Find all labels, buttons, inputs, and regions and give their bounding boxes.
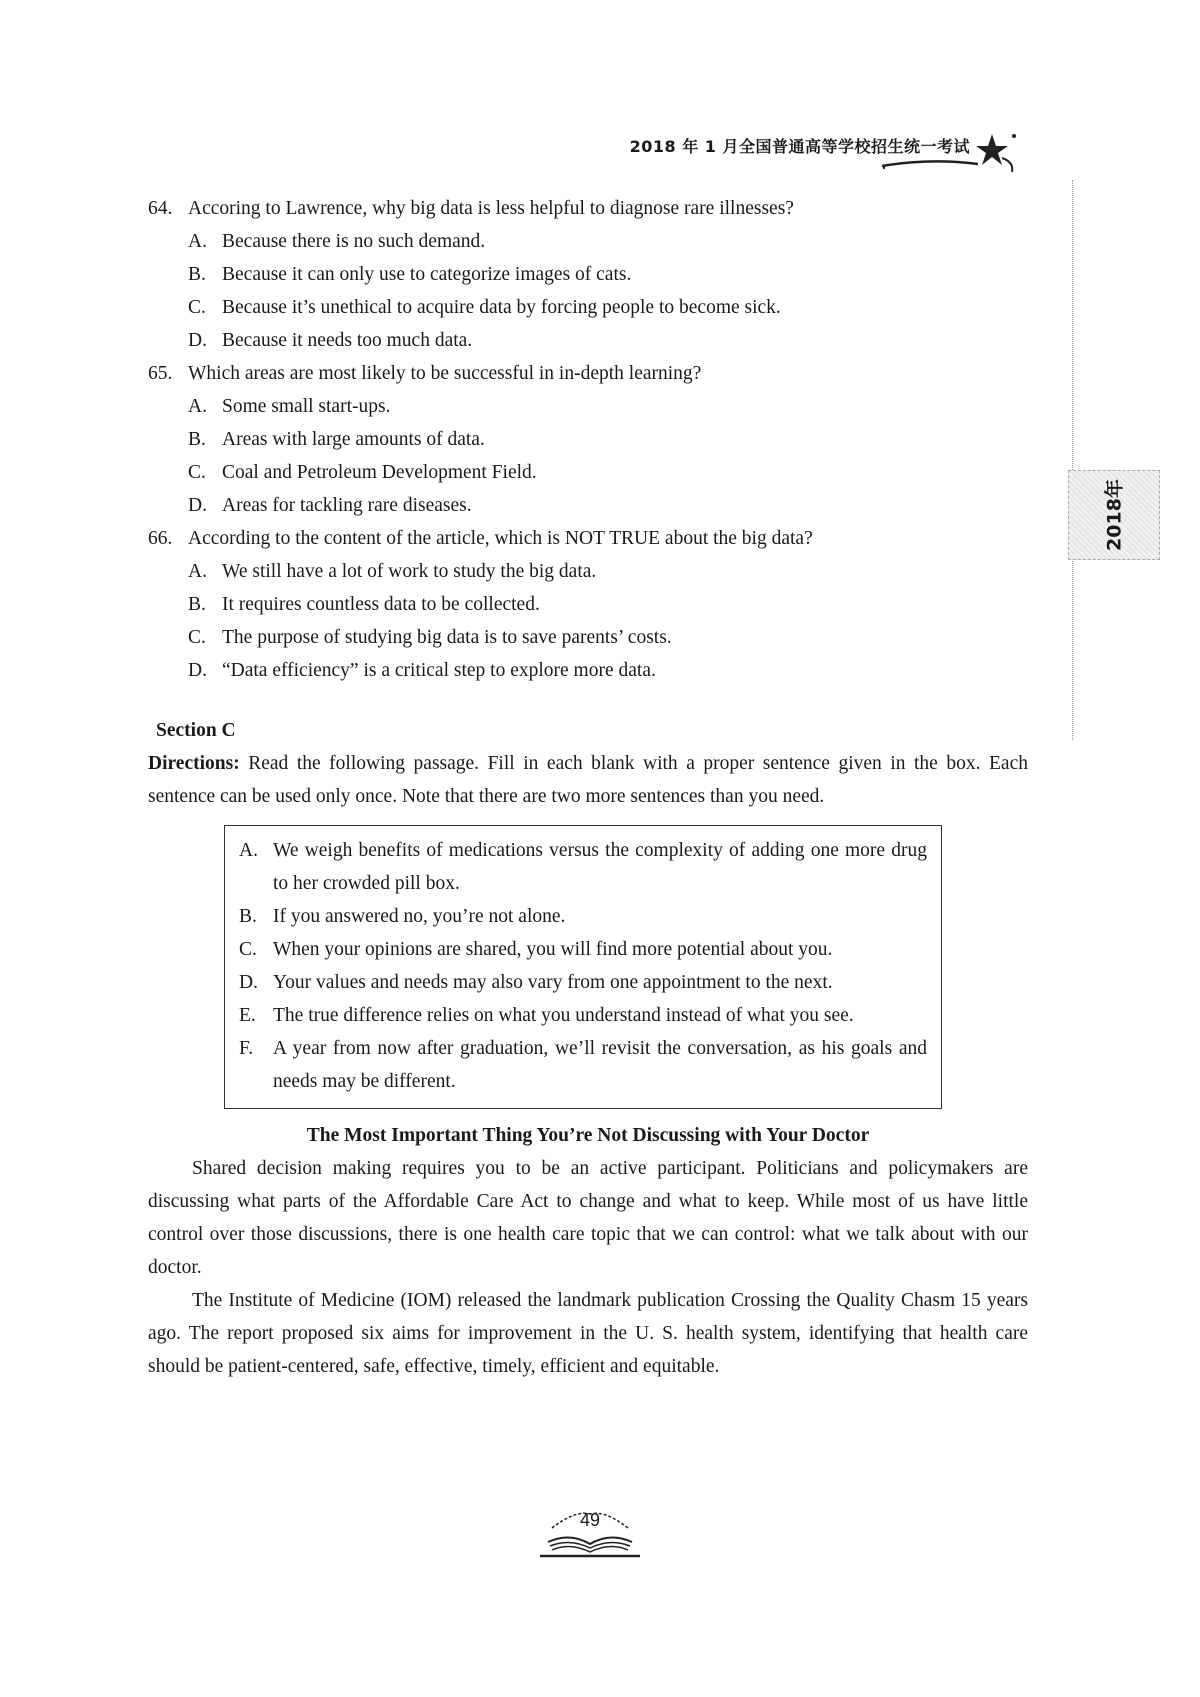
option-letter: B.	[188, 594, 206, 615]
option-letter: D.	[188, 495, 207, 516]
sentence-letter: A.	[239, 840, 258, 861]
question-number: 66.	[148, 528, 173, 549]
option-letter: A.	[188, 231, 207, 252]
open-book-icon	[530, 1508, 650, 1568]
option-letter: A.	[188, 561, 207, 582]
exam-title: 2018 年 1 月全国普通高等学校招生统一考试	[629, 137, 970, 156]
option	[148, 489, 1028, 522]
option	[148, 291, 1028, 324]
question-text: Which areas are most likely to be successful in in-depth learning?	[188, 363, 702, 384]
option-text: It requires countless data to be collected.	[222, 594, 540, 615]
year-side-tab-label: 2018年	[1103, 479, 1126, 551]
sentence-choice	[239, 1032, 927, 1098]
option-letter: B.	[188, 429, 206, 450]
page-header	[600, 128, 1020, 178]
option	[148, 390, 1028, 423]
sentence-letter: F.	[239, 1038, 254, 1059]
option-text: Because there is no such demand.	[222, 231, 486, 252]
question-64	[148, 192, 1028, 357]
option	[148, 258, 1028, 291]
option-letter: C.	[188, 462, 206, 483]
option-text: Because it can only use to categorize images of cats.	[222, 264, 632, 285]
question-stem	[148, 192, 1028, 225]
option-text: Because it needs too much data.	[222, 330, 473, 351]
sentence-choice	[239, 966, 927, 999]
margin-dotted-line	[1072, 180, 1073, 740]
header-swoosh-icon	[880, 156, 980, 170]
option-text: Areas with large amounts of data.	[222, 429, 485, 450]
page-footer	[530, 1508, 650, 1568]
option	[148, 225, 1028, 258]
sentence-choice	[239, 900, 927, 933]
page-number: 49	[579, 1510, 601, 1530]
option	[148, 621, 1028, 654]
directions-label: Directions:	[148, 753, 240, 774]
option-letter: B.	[188, 264, 206, 285]
option-letter: D.	[188, 660, 207, 681]
sentence-text: We weigh benefits of medications versus the complexity of adding one more drug to her crowded pill box.	[273, 840, 927, 894]
star-logo-icon	[972, 128, 1020, 176]
passage-paragraph: Shared decision making requires you to be an active participant. Politicians and policymakers are discussing what parts of the Affordable Care Act to change and what to keep. While most of us have little control over those discussions, there is one health care topic that we can control: what we talk about with our doctor.	[148, 1158, 1028, 1278]
option-letter: A.	[188, 396, 207, 417]
question-66	[148, 522, 1028, 687]
sentence-letter: C.	[239, 939, 257, 960]
sentence-text: When your opinions are shared, you will find more potential about you.	[273, 939, 833, 960]
option-text: Areas for tackling rare diseases.	[222, 495, 472, 516]
question-text: According to the content of the article, which is NOT TRUE about the big data?	[188, 528, 813, 549]
sentence-choice	[239, 834, 927, 900]
sentence-choices-box	[224, 825, 942, 1109]
option	[148, 324, 1028, 357]
option-text: Because it’s unethical to acquire data by forcing people to become sick.	[222, 297, 781, 318]
sentence-text: A year from now after graduation, we’ll revisit the conversation, as his goals and needs may be different.	[273, 1038, 927, 1092]
option	[148, 654, 1028, 687]
passage-title: The Most Important Thing You’re Not Discussing with Your Doctor	[306, 1125, 870, 1146]
option-text: “Data efficiency” is a critical step to explore more data.	[222, 660, 656, 681]
sentence-letter: E.	[239, 1005, 256, 1026]
sentence-letter: D.	[239, 972, 258, 993]
option-letter: C.	[188, 297, 206, 318]
question-number: 64.	[148, 198, 173, 219]
option	[148, 555, 1028, 588]
question-number: 65.	[148, 363, 173, 384]
sentence-letter: B.	[239, 906, 257, 927]
option-text: We still have a lot of work to study the big data.	[222, 561, 597, 582]
sentence-choice	[239, 933, 927, 966]
sentence-text: The true difference relies on what you understand instead of what you see.	[273, 1005, 854, 1026]
option-text: Some small start-ups.	[222, 396, 391, 417]
question-65	[148, 357, 1028, 522]
option	[148, 588, 1028, 621]
passage-paragraph: The Institute of Medicine (IOM) released the landmark publication Crossing the Quality Chasm 15 years ago. The report proposed six aims for improvement in the U. S. health system, identifying that health care should be patient-centered, safe, effective, timely, efficient and equitable.	[148, 1290, 1028, 1377]
option-letter: D.	[188, 330, 207, 351]
directions	[148, 747, 1028, 813]
option-text: The purpose of studying big data is to save parents’ costs.	[222, 627, 672, 648]
question-text: Accoring to Lawrence, why big data is less helpful to diagnose rare illnesses?	[188, 198, 794, 219]
sentence-text: Your values and needs may also vary from one appointment to the next.	[273, 972, 833, 993]
section-title: Section C	[156, 720, 236, 741]
page-content	[148, 192, 1028, 1383]
year-side-tab	[1068, 470, 1160, 560]
option-text: Coal and Petroleum Development Field.	[222, 462, 537, 483]
sentence-choice	[239, 999, 927, 1032]
option	[148, 423, 1028, 456]
sentence-text: If you answered no, you’re not alone.	[273, 906, 566, 927]
question-stem	[148, 357, 1028, 390]
question-stem	[148, 522, 1028, 555]
directions-text: Read the following passage. Fill in each blank with a proper sentence given in the box. Each sentence can be used only once. Note that there are two more sentences than you need.	[148, 753, 1028, 807]
option	[148, 456, 1028, 489]
option-letter: C.	[188, 627, 206, 648]
